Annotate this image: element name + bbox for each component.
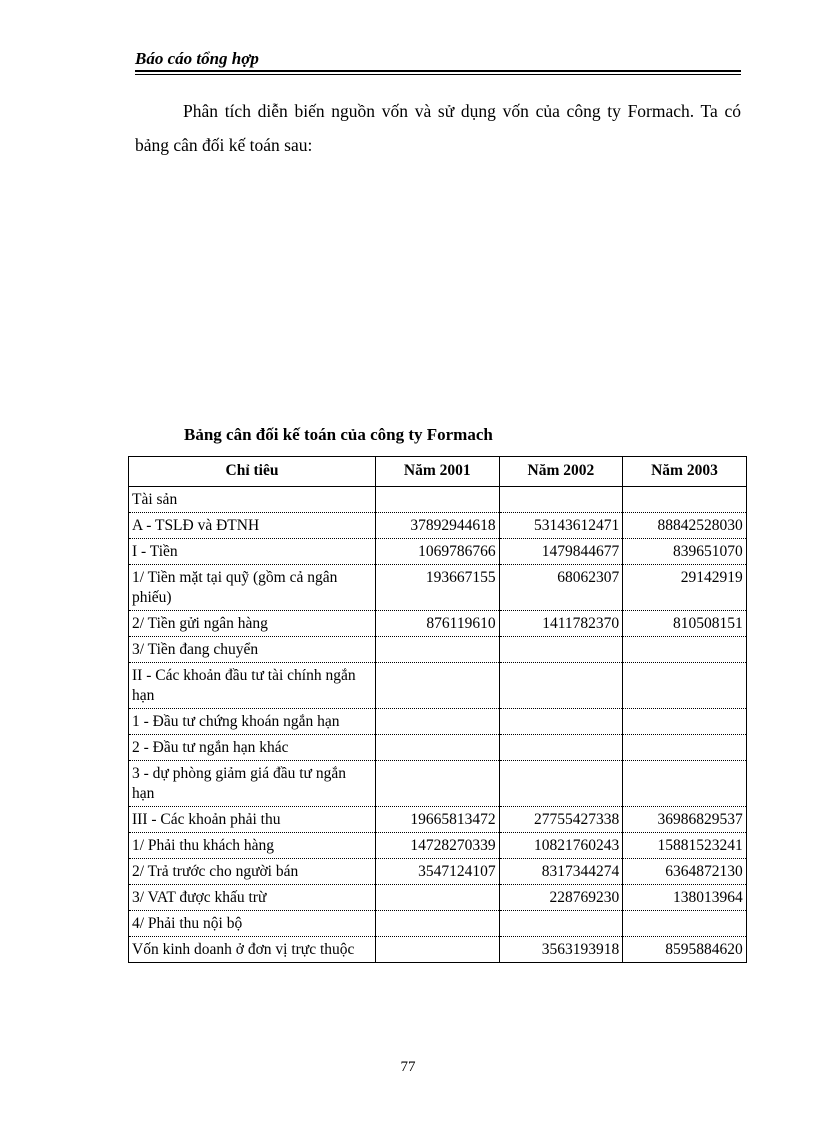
- table-row: [129, 565, 747, 611]
- page-number: 77: [400, 1059, 416, 1075]
- value-2002: [499, 911, 623, 937]
- value-2001: 193667155: [376, 565, 500, 611]
- table-row: [129, 513, 747, 539]
- row-label: 3 - dự phòng giảm giá đầu tư ngắn hạn: [129, 761, 376, 807]
- value-2003: [623, 637, 747, 663]
- value-2003: 138013964: [623, 885, 747, 911]
- page-header: [135, 48, 741, 70]
- header-title: Báo cáo tổng hợp: [135, 49, 259, 68]
- table-row: [129, 735, 747, 761]
- table-row: [129, 761, 747, 807]
- value-2002: [499, 637, 623, 663]
- value-2002: 53143612471: [499, 513, 623, 539]
- table-title: Bảng cân đối kế toán của công ty Formach: [184, 425, 493, 444]
- table-row: [129, 709, 747, 735]
- value-2002: 27755427338: [499, 807, 623, 833]
- value-2002: [499, 761, 623, 807]
- balance-sheet-table: [128, 456, 747, 963]
- column-header-2002: Năm 2002: [499, 457, 623, 487]
- value-2001: 3547124107: [376, 859, 500, 885]
- table-row: [129, 539, 747, 565]
- value-2001: 14728270339: [376, 833, 500, 859]
- row-label: 2/ Trả trước cho người bán: [129, 859, 376, 885]
- row-label: Tài sản: [129, 487, 376, 513]
- value-2003: 810508151: [623, 611, 747, 637]
- value-2002: [499, 735, 623, 761]
- row-label: 2 - Đầu tư ngắn hạn khác: [129, 735, 376, 761]
- value-2003: [623, 911, 747, 937]
- row-label: 3/ Tiền đang chuyển: [129, 637, 376, 663]
- row-label: A - TSLĐ và ĐTNH: [129, 513, 376, 539]
- value-2003: [623, 709, 747, 735]
- value-2001: 1069786766: [376, 539, 500, 565]
- value-2001: [376, 709, 500, 735]
- row-label: 1/ Phải thu khách hàng: [129, 833, 376, 859]
- row-label: 2/ Tiền gửi ngân hàng: [129, 611, 376, 637]
- value-2002: 68062307: [499, 565, 623, 611]
- value-2003: [623, 735, 747, 761]
- row-label: III - Các khoản phải thu: [129, 807, 376, 833]
- table-row: [129, 663, 747, 709]
- table-row: [129, 807, 747, 833]
- value-2003: [623, 761, 747, 807]
- value-2003: 88842528030: [623, 513, 747, 539]
- value-2001: 876119610: [376, 611, 500, 637]
- header-rule-thin: [135, 74, 741, 75]
- value-2003: [623, 663, 747, 709]
- column-header-2001: Năm 2001: [376, 457, 500, 487]
- value-2002: 1411782370: [499, 611, 623, 637]
- value-2001: [376, 637, 500, 663]
- value-2001: [376, 761, 500, 807]
- value-2003: 839651070: [623, 539, 747, 565]
- table-row: [129, 637, 747, 663]
- value-2002: [499, 663, 623, 709]
- table-header-row: [129, 457, 747, 487]
- value-2002: 8317344274: [499, 859, 623, 885]
- value-2001: [376, 735, 500, 761]
- value-2002: [499, 709, 623, 735]
- intro-text: Phân tích diễn biến nguồn vốn và sử dụng vốn của công ty Formach. Ta có bảng cân đối kế toán sau:: [135, 101, 741, 155]
- row-label: I - Tiền: [129, 539, 376, 565]
- value-2003: 15881523241: [623, 833, 747, 859]
- table-row: [129, 487, 747, 513]
- value-2002: 3563193918: [499, 937, 623, 963]
- value-2001: [376, 885, 500, 911]
- value-2001: 19665813472: [376, 807, 500, 833]
- value-2001: [376, 487, 500, 513]
- value-2001: [376, 911, 500, 937]
- table-row: [129, 937, 747, 963]
- header-rule-thick: [135, 70, 741, 72]
- table-row: [129, 859, 747, 885]
- table-row: [129, 833, 747, 859]
- row-label: 1/ Tiền mặt tại quỹ (gồm cả ngân phiếu): [129, 565, 376, 611]
- row-label: II - Các khoản đầu tư tài chính ngắn hạn: [129, 663, 376, 709]
- value-2003: 36986829537: [623, 807, 747, 833]
- value-2003: [623, 487, 747, 513]
- value-2002: 1479844677: [499, 539, 623, 565]
- value-2002: [499, 487, 623, 513]
- table-row: [129, 611, 747, 637]
- row-label: Vốn kinh doanh ở đơn vị trực thuộc: [129, 937, 376, 963]
- column-header-2003: Năm 2003: [623, 457, 747, 487]
- row-label: 4/ Phải thu nội bộ: [129, 911, 376, 937]
- intro-paragraph: [135, 94, 741, 162]
- value-2001: [376, 663, 500, 709]
- value-2001: [376, 937, 500, 963]
- value-2003: 8595884620: [623, 937, 747, 963]
- value-2003: 6364872130: [623, 859, 747, 885]
- value-2003: 29142919: [623, 565, 747, 611]
- table-row: [129, 911, 747, 937]
- row-label: 3/ VAT được khấu trừ: [129, 885, 376, 911]
- value-2001: 37892944618: [376, 513, 500, 539]
- row-label: 1 - Đầu tư chứng khoán ngắn hạn: [129, 709, 376, 735]
- value-2002: 228769230: [499, 885, 623, 911]
- value-2002: 10821760243: [499, 833, 623, 859]
- table-row: [129, 885, 747, 911]
- column-header-indicator: Chỉ tiêu: [129, 457, 376, 487]
